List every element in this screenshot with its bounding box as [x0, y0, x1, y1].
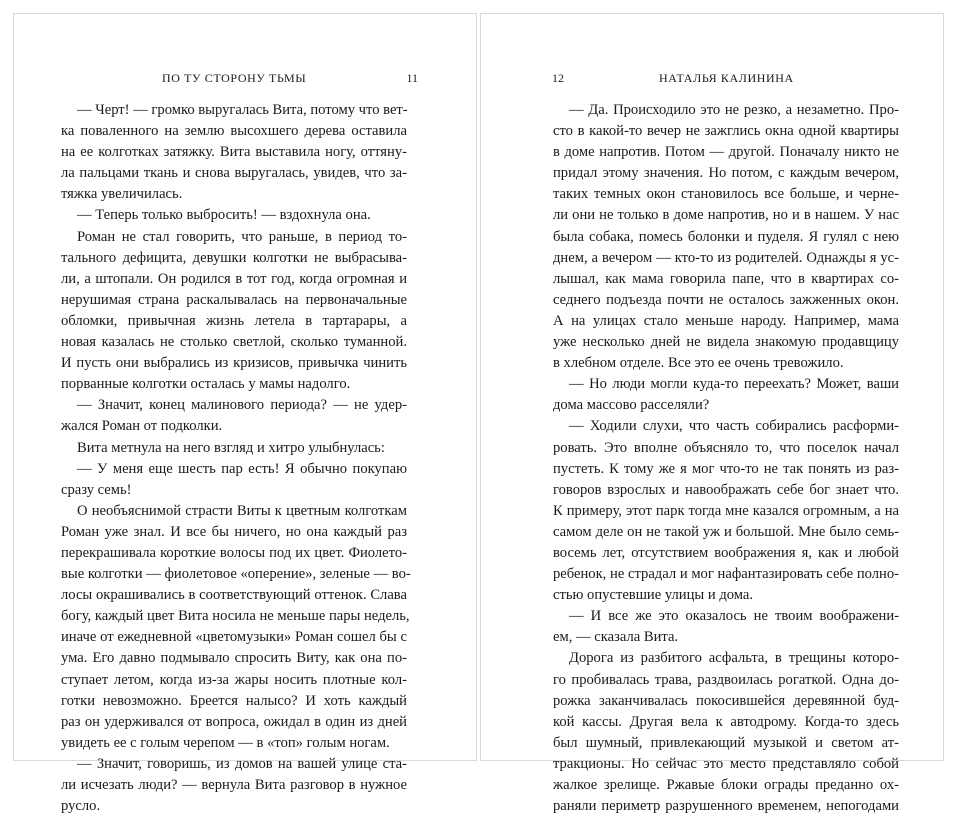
- text-line: — У меня еще шесть пар есть! Я обычно покупаю: [77, 460, 407, 477]
- text-line: порванные колготки осталась у мамы надолго.: [61, 376, 351, 393]
- text-line: — Значит, говоришь, из домов на вашей улице ста-: [77, 755, 407, 772]
- text-line: ли они не только в доме напротив, но и в нашем. У нас: [553, 207, 899, 224]
- text-line: Роман уже знал. И все бы ничего, но она каждый раз: [61, 523, 407, 540]
- text-line: Вита метнула на него взгляд и хитро улыбнулась:: [77, 439, 385, 456]
- text-line: лосы окрашивались в соответствующий оттенок. Слава: [61, 587, 407, 604]
- text-line: рожка заканчивалась покосившейся деревянной буд-: [553, 692, 899, 709]
- text-line: был шумный, привлекающий музыкой и светом ат-: [553, 734, 899, 751]
- text-line: вые колготки — фиолетовое «оперение», зеленые — во-: [61, 566, 411, 583]
- page-text: [553, 100, 899, 817]
- text-line: К примеру, этот парк тогда мне казался огромным, а на: [553, 502, 899, 519]
- text-line: на ее колготках затяжку. Вита выставила ногу, оттяну-: [61, 144, 407, 161]
- running-head: [14, 71, 476, 91]
- author-name: НАТАЛЬЯ КАЛИНИНА: [659, 71, 794, 85]
- text-line: — Но люди могли куда-то переехать? Может, ваши: [569, 376, 899, 393]
- text-line: ступает летом, когда из-за жары носить плотные кол-: [61, 671, 407, 688]
- text-line: — Значит, конец малинового периода? — не удер-: [77, 397, 407, 414]
- text-line: готки невозможно. Бреется налысо? И хоть каждый: [61, 692, 407, 709]
- text-line: пустеть. К тому же я мог что-то не так понять из раз-: [553, 460, 899, 477]
- text-line: — И все же это оказалось не твоим воображени-: [569, 608, 899, 625]
- text-line: — Теперь только выбросить! — вздохнула она.: [77, 207, 371, 224]
- text-line: ла пальцами ткань и снова выругалась, увидев, что за-: [61, 165, 407, 182]
- text-line: И пусть они выбрались из кризисов, привычка чинить: [61, 355, 407, 372]
- text-line: в хлебном отделе. Все это ее очень тревожило.: [553, 355, 844, 372]
- text-line: в доме напротив. Потом — другой. Поначалу никто не: [553, 144, 899, 161]
- text-line: седнего подъезда почти не осталось зажженных окон.: [553, 291, 899, 308]
- text-line: богу, каждый цвет Вита носила не меньше пары недель,: [61, 608, 410, 625]
- text-line: новая казалась не столько светлой, сколько туманной.: [61, 334, 407, 351]
- text-line: — Да. Происходило это не резко, а незаметно. Про-: [569, 102, 899, 118]
- book-title: ПО ТУ СТОРОНУ ТЬМЫ: [162, 71, 307, 85]
- text-line: иначе от ежедневной «цветомузыки» Роман сошел бы с: [61, 629, 407, 646]
- text-line: ребенок, не страдал и мог нафантазировать себе полно-: [553, 566, 899, 583]
- text-line: О необъяснимой страсти Виты к цветным колготкам: [77, 502, 407, 519]
- text-line: обломки, привычная жизнь летела в тартарары, а: [61, 312, 407, 329]
- text-line: таких темных окон становилось все больше, и черне-: [553, 186, 899, 203]
- left-page: [13, 13, 477, 815]
- text-line: кой кассы. Другая вела к автодрому. Когда-то здесь: [553, 713, 899, 730]
- text-line: — Ходили слухи, что часть собирались расформи-: [569, 418, 899, 435]
- text-line: лышал, как мама говорила папе, что в квартирах со-: [553, 270, 899, 287]
- text-line: сразу семь!: [61, 481, 132, 498]
- right-page: [480, 13, 944, 815]
- text-line: самом деле он не такой уж и большой. Мне было семь-: [553, 523, 899, 540]
- page-text: [61, 100, 411, 817]
- text-line: Дорога из разбитого асфальта, в трещины которо-: [569, 650, 899, 667]
- text-line: раняли периметр разрушенного временем, непогодами: [553, 798, 899, 815]
- text-line: Роман не стал говорить, что раньше, в период то-: [77, 228, 407, 245]
- text-line: придал этому значения. Но потом, с каждым вечером,: [553, 165, 899, 182]
- text-line: ка поваленного на землю высохшего дерева оставила: [61, 123, 407, 140]
- text-line: тяжка увеличилась.: [61, 186, 183, 203]
- page-number: 11: [406, 71, 418, 85]
- text-line: ли исчезать люди? — вернула Вита разговор в нужное: [61, 777, 407, 793]
- text-line: — Черт! — громко выругалась Вита, потому что вет-: [77, 102, 408, 118]
- text-line: нерушимая страна раскалывалась на первоначальные: [61, 291, 407, 308]
- text-line: раз он удерживался от вопроса, ожидал в один из дней: [61, 713, 407, 730]
- text-line: русло.: [61, 798, 101, 815]
- running-head: [481, 71, 943, 91]
- text-line: восемь лет, отсутствием воображения я, как и любой: [553, 544, 899, 561]
- text-line: жался Роман от подколки.: [61, 418, 223, 435]
- text-line: днем, а вечером — кто-то из родителей. Однажды я ус-: [553, 249, 899, 266]
- text-line: жалкое зрелище. Ржавые блоки ограды преданно ох-: [553, 777, 899, 793]
- text-line: тракционы. Но сейчас это место представляло собой: [553, 755, 899, 772]
- text-line: была собака, помесь болонки и пуделя. Я гулял с нею: [553, 228, 899, 245]
- text-line: стью опустевшие улицы и дома.: [553, 587, 754, 604]
- page-number: 12: [552, 71, 564, 85]
- text-line: увидеть ее с голым черепом — в «топ» голым ногам.: [61, 734, 390, 751]
- text-line: ли, а штопали. Он родился в тот год, когда огромная и: [61, 270, 407, 287]
- text-line: перекрашивала короткие волосы под их цвет. Фиолето-: [61, 544, 407, 561]
- text-line: ума. Его давно подмывало спросить Виту, как она по-: [61, 650, 407, 667]
- text-line: тального дефицита, девушки колготки не выбрасыва-: [61, 249, 407, 266]
- text-line: сто в какой-то вечер не зажглись окна одной квартиры: [553, 123, 899, 140]
- text-line: го пробивалась трава, раздвоилась рогаткой. Одна до-: [553, 671, 899, 688]
- text-line: дома массово расселяли?: [553, 397, 710, 414]
- text-line: А на улицах стало меньше народу. Например, мама: [553, 312, 899, 329]
- text-line: говоров взрослых и навоображать себе бог знает что.: [553, 481, 899, 498]
- text-line: уже несколько дней не видела знакомую продавщицу: [553, 334, 899, 351]
- text-line: ровать. Это вполне объясняло то, что поселок начал: [553, 439, 899, 456]
- text-line: ем, — сказала Вита.: [553, 629, 679, 646]
